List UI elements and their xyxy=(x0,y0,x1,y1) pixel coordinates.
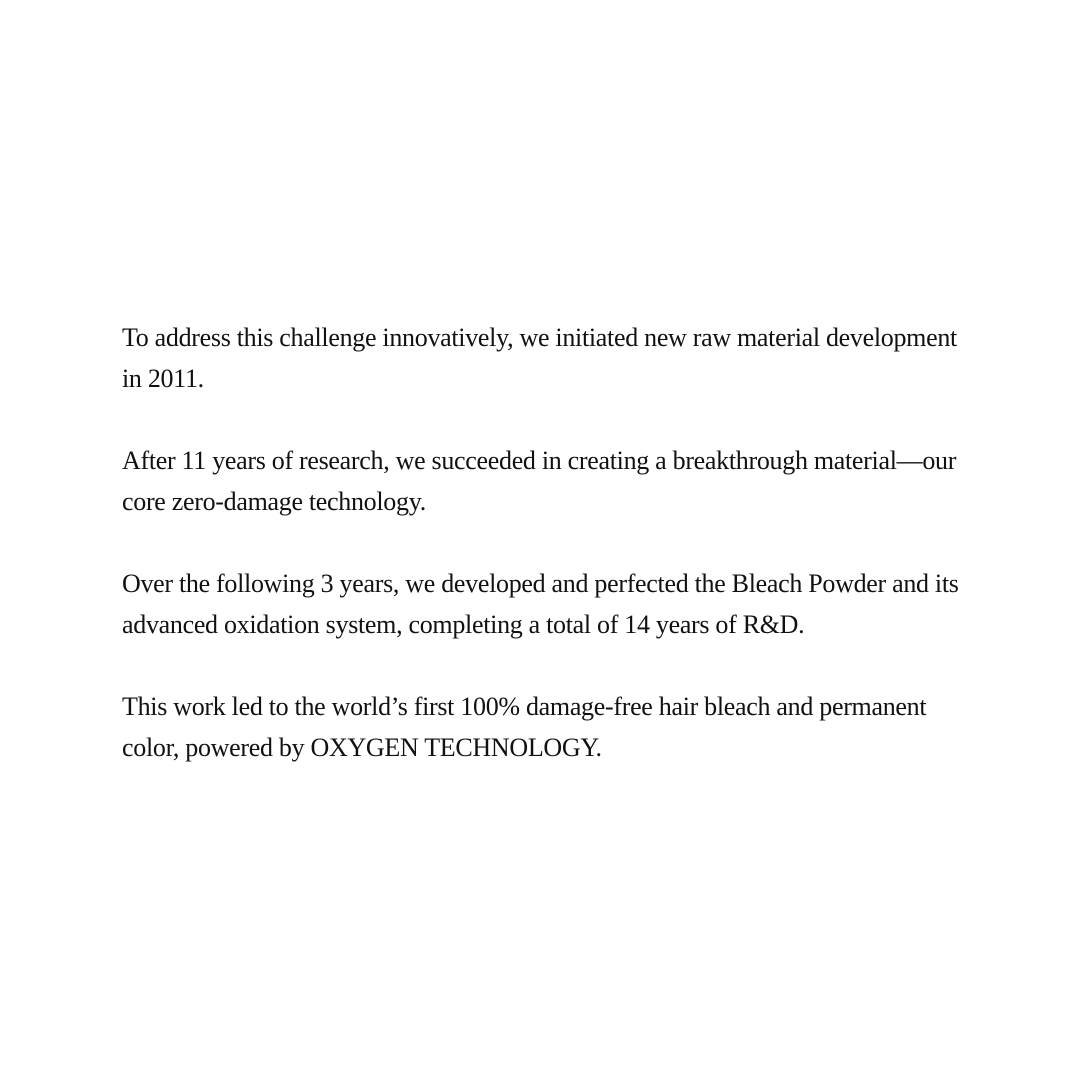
paragraph-research: After 11 years of research, we succeeded in creating a breakthrough material—our core zero-damage technology. xyxy=(122,446,957,516)
text-block xyxy=(122,317,962,768)
paragraph-raw-material: To address this challenge innovatively, we initiated new raw material development in 2011. xyxy=(122,323,957,393)
paragraph-development: Over the following 3 years, we developed and perfected the Bleach Powder and its advanced oxidation system, completing a total of 14 years of R&D. xyxy=(122,569,959,639)
paragraph-result: This work led to the world’s first 100% damage-free hair bleach and permanent color, powered by OXYGEN TECHNOLOGY. xyxy=(122,692,927,762)
